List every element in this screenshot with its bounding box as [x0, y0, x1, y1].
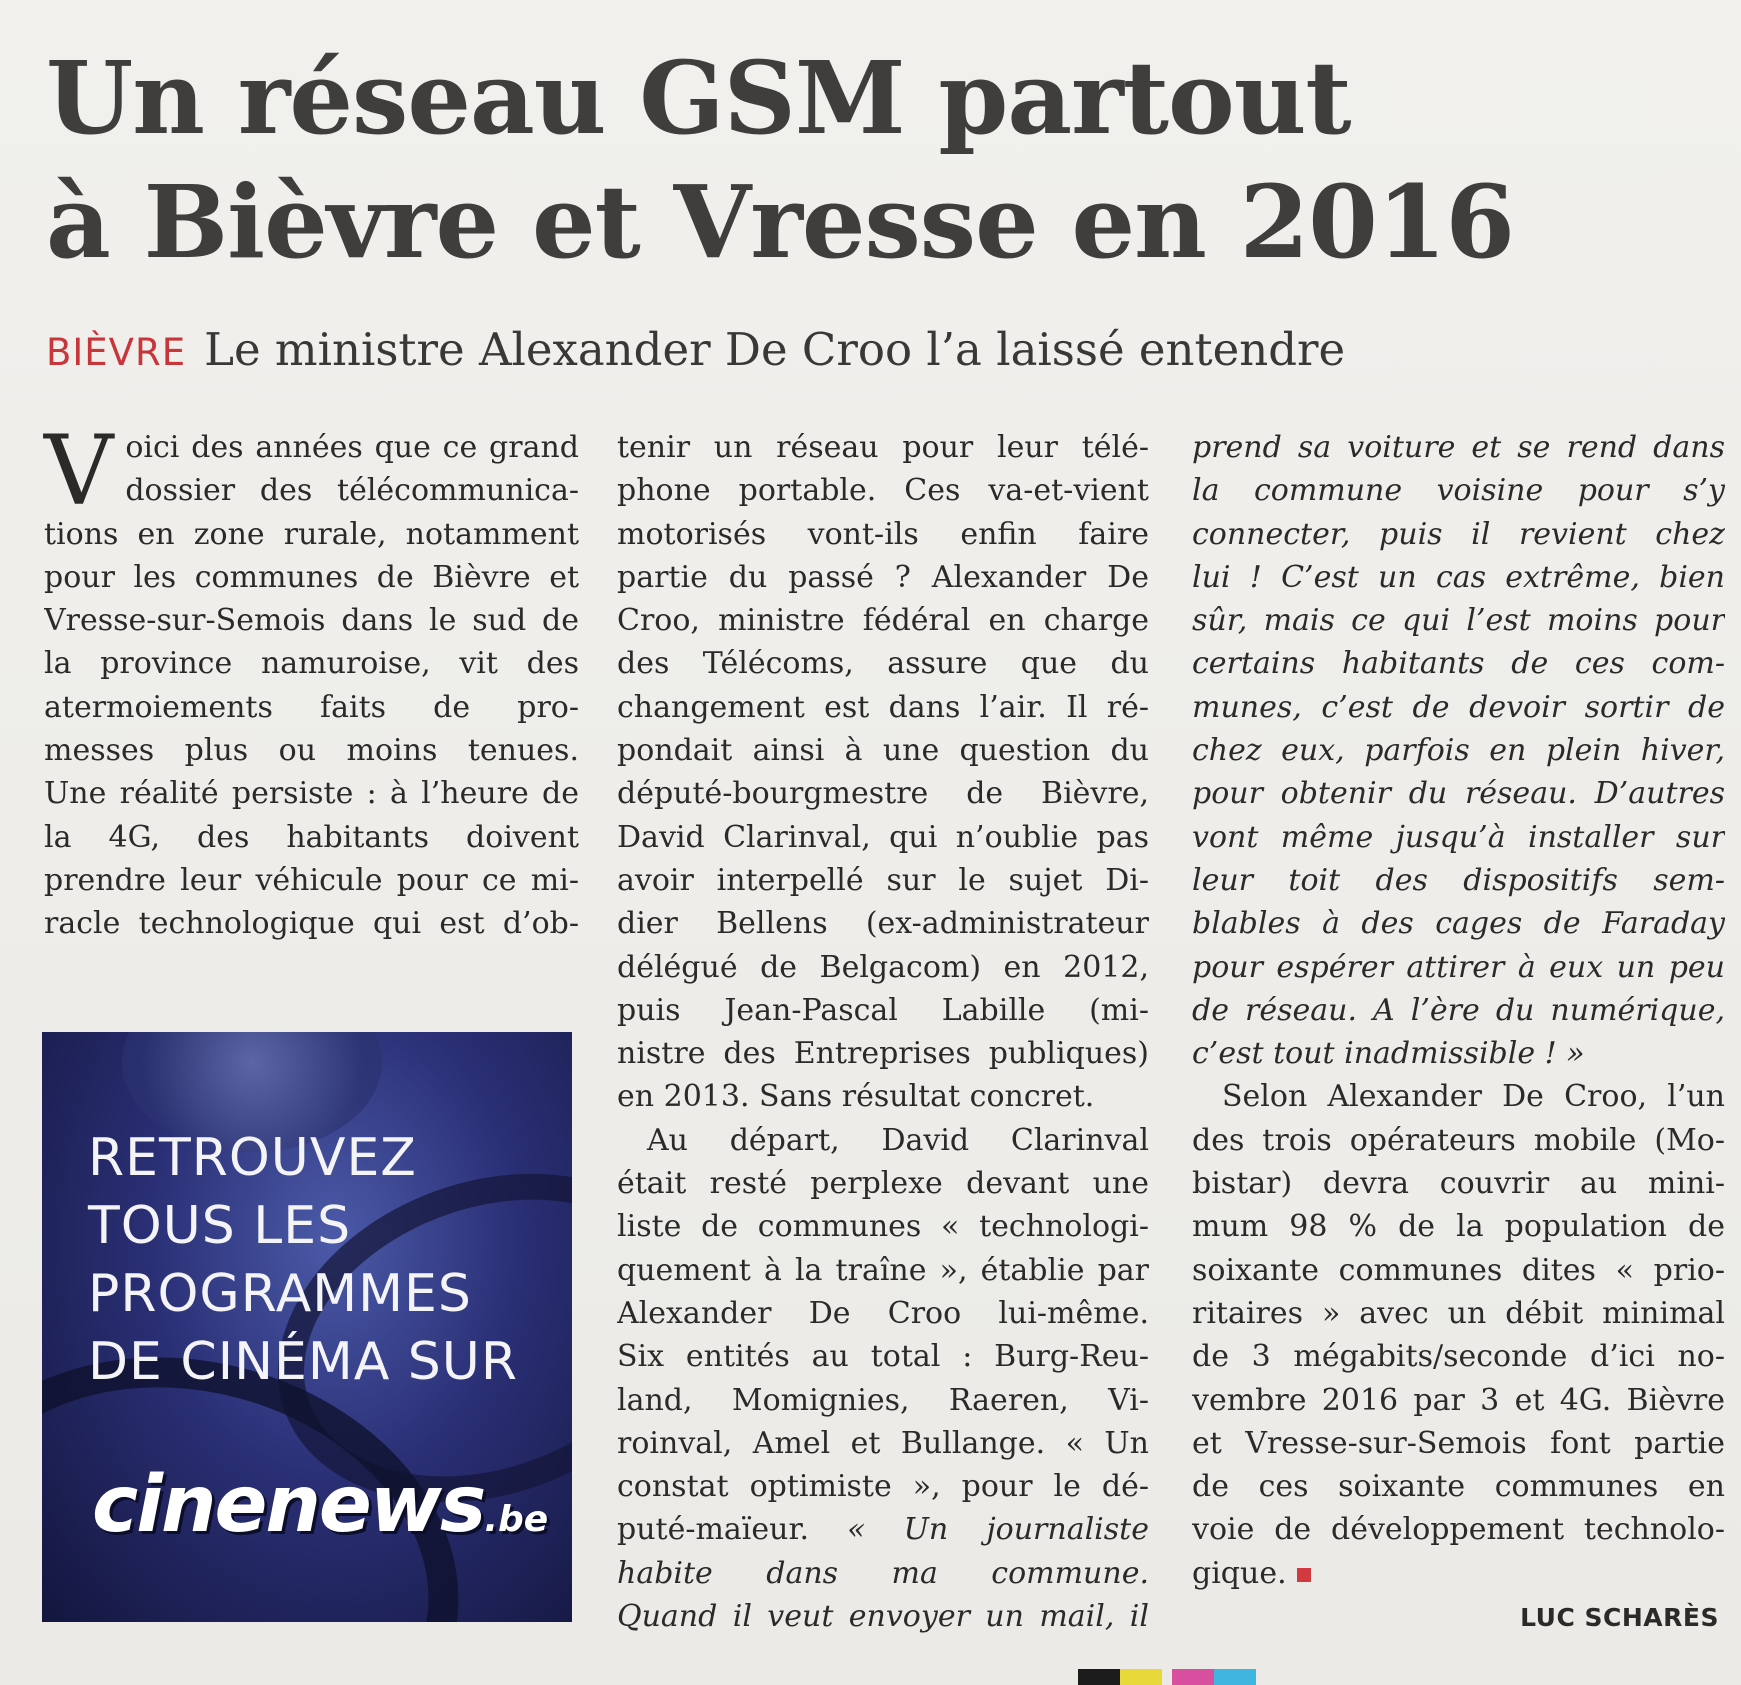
quote-line: certains habitants de ces com-: [1192, 646, 1725, 682]
quote-line: munes, c’est de devoir sortir de: [1192, 689, 1725, 725]
headline-line-2: à Bièvre et Vresse en 2016: [46, 163, 1514, 281]
text-line: de ces soixante communes en: [1192, 1469, 1725, 1505]
quote-line: lui ! C’est un cas extrême, bien: [1192, 559, 1725, 595]
ad-brand-name: cinenews: [92, 1460, 485, 1550]
text-line: bistar) devra couvrir au mini-: [1192, 1166, 1725, 1202]
text-line: pour les communes de Bièvre et: [44, 559, 579, 595]
text-final-word: gique.: [1192, 1555, 1287, 1591]
text-line: en 2013. Sans résultat concret.: [617, 1079, 1095, 1115]
article-column-1: [44, 415, 579, 946]
text-line: des trois opérateurs mobile (Mo-: [1192, 1122, 1725, 1158]
text-line: avoir interpellé sur le sujet Di-: [617, 862, 1149, 898]
quote-line: leur toit des dispositifs sem-: [1192, 862, 1725, 898]
text-line: land, Momignies, Raeren, Vi-: [617, 1382, 1149, 1418]
text-line: voie de développement technolo-: [1192, 1512, 1725, 1548]
quote-line: chez eux, parfois en plein hiver,: [1192, 733, 1725, 769]
article-column-2: [617, 426, 1149, 1638]
text-line: constat optimiste », pour le dé-: [617, 1469, 1149, 1505]
kicker-label: BIÈVRE: [46, 331, 187, 374]
print-color-mark-yellow: [1120, 1669, 1162, 1685]
text-line: Alexander De Croo lui-même.: [617, 1295, 1149, 1331]
ad-tagline: [88, 1124, 518, 1396]
text-line: dossier des télécommunica-: [125, 473, 579, 509]
text-line: la 4G, des habitants doivent: [44, 819, 579, 855]
text-line: atermoiements faits de pro-: [44, 689, 579, 725]
quote-line: de réseau. A l’ère du numérique,: [1192, 992, 1725, 1028]
text-line: Selon Alexander De Croo, l’un: [1222, 1079, 1725, 1115]
quote-line: blables à des cages de Faraday: [1192, 906, 1725, 942]
article-column-3: [1192, 426, 1725, 1595]
text-line: Vresse-sur-Semois dans le sud de: [44, 603, 579, 639]
text-line: et Vresse-sur-Semois font partie: [1192, 1425, 1725, 1461]
quote-line: prend sa voiture et se rend dans: [1192, 430, 1725, 465]
ad-brand-tld: .be: [484, 1499, 549, 1540]
text-line: liste de communes « technologi-: [617, 1209, 1149, 1245]
author-byline: LUC SCHARÈS: [1520, 1603, 1719, 1632]
subtitle: Le ministre Alexander De Croo l’a laissé entendre: [204, 323, 1346, 376]
text-line: Au départ, David Clarinval: [647, 1122, 1149, 1158]
cinenews-logo: [92, 1460, 548, 1550]
text-line: phone portable. Ces va-et-vient: [617, 473, 1149, 509]
text-line: Une réalité persiste : à l’heure de: [44, 776, 579, 812]
print-color-mark-black: [1078, 1669, 1120, 1685]
text-line: pondait ainsi à une question du: [617, 733, 1149, 769]
cinenews-advertisement: [42, 1032, 572, 1622]
quote-line: c’est tout inadmissible ! »: [1192, 1036, 1585, 1072]
text-line: racle technologique qui est d’ob-: [44, 906, 579, 942]
quote-line: Quand il veut envoyer un mail, il: [617, 1599, 1149, 1635]
print-color-mark-cyan: [1214, 1669, 1256, 1685]
print-color-mark-magenta: [1172, 1669, 1214, 1685]
quote-line: pour obtenir du réseau. D’autres: [1192, 776, 1725, 812]
text-line: oici des années que ce grand: [125, 430, 579, 465]
text-line: délégué de Belgacom) en 2012,: [617, 949, 1149, 985]
text-line: tenir un réseau pour leur télé-: [617, 430, 1149, 465]
text-plain: puté-maïeur.: [617, 1512, 810, 1548]
text-line: de 3 mégabits/seconde d’ici no-: [1192, 1339, 1725, 1375]
text-line: prendre leur véhicule pour ce mi-: [44, 862, 579, 898]
quote-line: sûr, mais ce qui l’est moins pour: [1192, 603, 1725, 639]
text-line: nistre des Entreprises publiques): [617, 1036, 1149, 1072]
text-line: changement est dans l’air. Il ré-: [617, 689, 1149, 725]
text-line: puis Jean-Pascal Labille (mi-: [617, 992, 1149, 1028]
text-line: vembre 2016 par 3 et 4G. Bièvre: [1192, 1382, 1725, 1418]
text-line: dier Bellens (ex-administrateur: [617, 906, 1149, 942]
quote-line: habite dans ma commune.: [617, 1555, 1149, 1591]
text-line: Six entités au total : Burg-Reu-: [617, 1339, 1149, 1375]
text-line: partie du passé ? Alexander De: [617, 559, 1149, 595]
text-line: la province namuroise, vit des: [44, 646, 579, 682]
text-line: des Télécoms, assure que du: [617, 646, 1149, 682]
quote-line: connecter, puis il revient chez: [1192, 516, 1725, 552]
text-line: motorisés vont-ils enfin faire: [617, 516, 1149, 552]
text-line: tions en zone rurale, notamment: [44, 516, 579, 552]
quote-line: la commune voisine pour s’y: [1192, 473, 1725, 509]
text-line: soixante communes dites « prio-: [1192, 1252, 1725, 1288]
subheading: [46, 322, 1345, 381]
text-quote: « Un journaliste: [847, 1512, 1149, 1548]
ad-line: PROGRAMMES: [88, 1264, 472, 1324]
quote-line: vont même jusqu’à installer sur: [1192, 819, 1725, 855]
headline: [46, 36, 1606, 284]
text-line: Croo, ministre fédéral en charge: [617, 603, 1149, 639]
text-line: quement à la traîne », établie par: [617, 1252, 1149, 1288]
text-line: était resté perplexe devant une: [617, 1166, 1149, 1202]
ad-line: TOUS LES: [88, 1196, 352, 1256]
text-line: mum 98 % de la population de: [1192, 1209, 1725, 1245]
text-line: David Clarinval, qui n’oublie pas: [617, 819, 1149, 855]
ad-line: DE CINÉMA SUR: [88, 1332, 518, 1392]
text-line: messes plus ou moins tenues.: [44, 733, 579, 769]
text-line-final: [1192, 1552, 1725, 1595]
end-of-article-mark: [1297, 1568, 1311, 1582]
headline-line-1: Un réseau GSM partout: [46, 39, 1351, 157]
text-line-mixed: [617, 1508, 1149, 1551]
drop-cap: V: [44, 415, 114, 527]
quote-line: pour espérer attirer à eux un peu: [1192, 949, 1725, 985]
text-line: roinval, Amel et Bullange. « Un: [617, 1425, 1149, 1461]
text-line: ritaires » avec un débit minimal: [1192, 1295, 1725, 1331]
ad-line: RETROUVEZ: [88, 1128, 417, 1188]
text-line: député-bourgmestre de Bièvre,: [617, 776, 1149, 812]
